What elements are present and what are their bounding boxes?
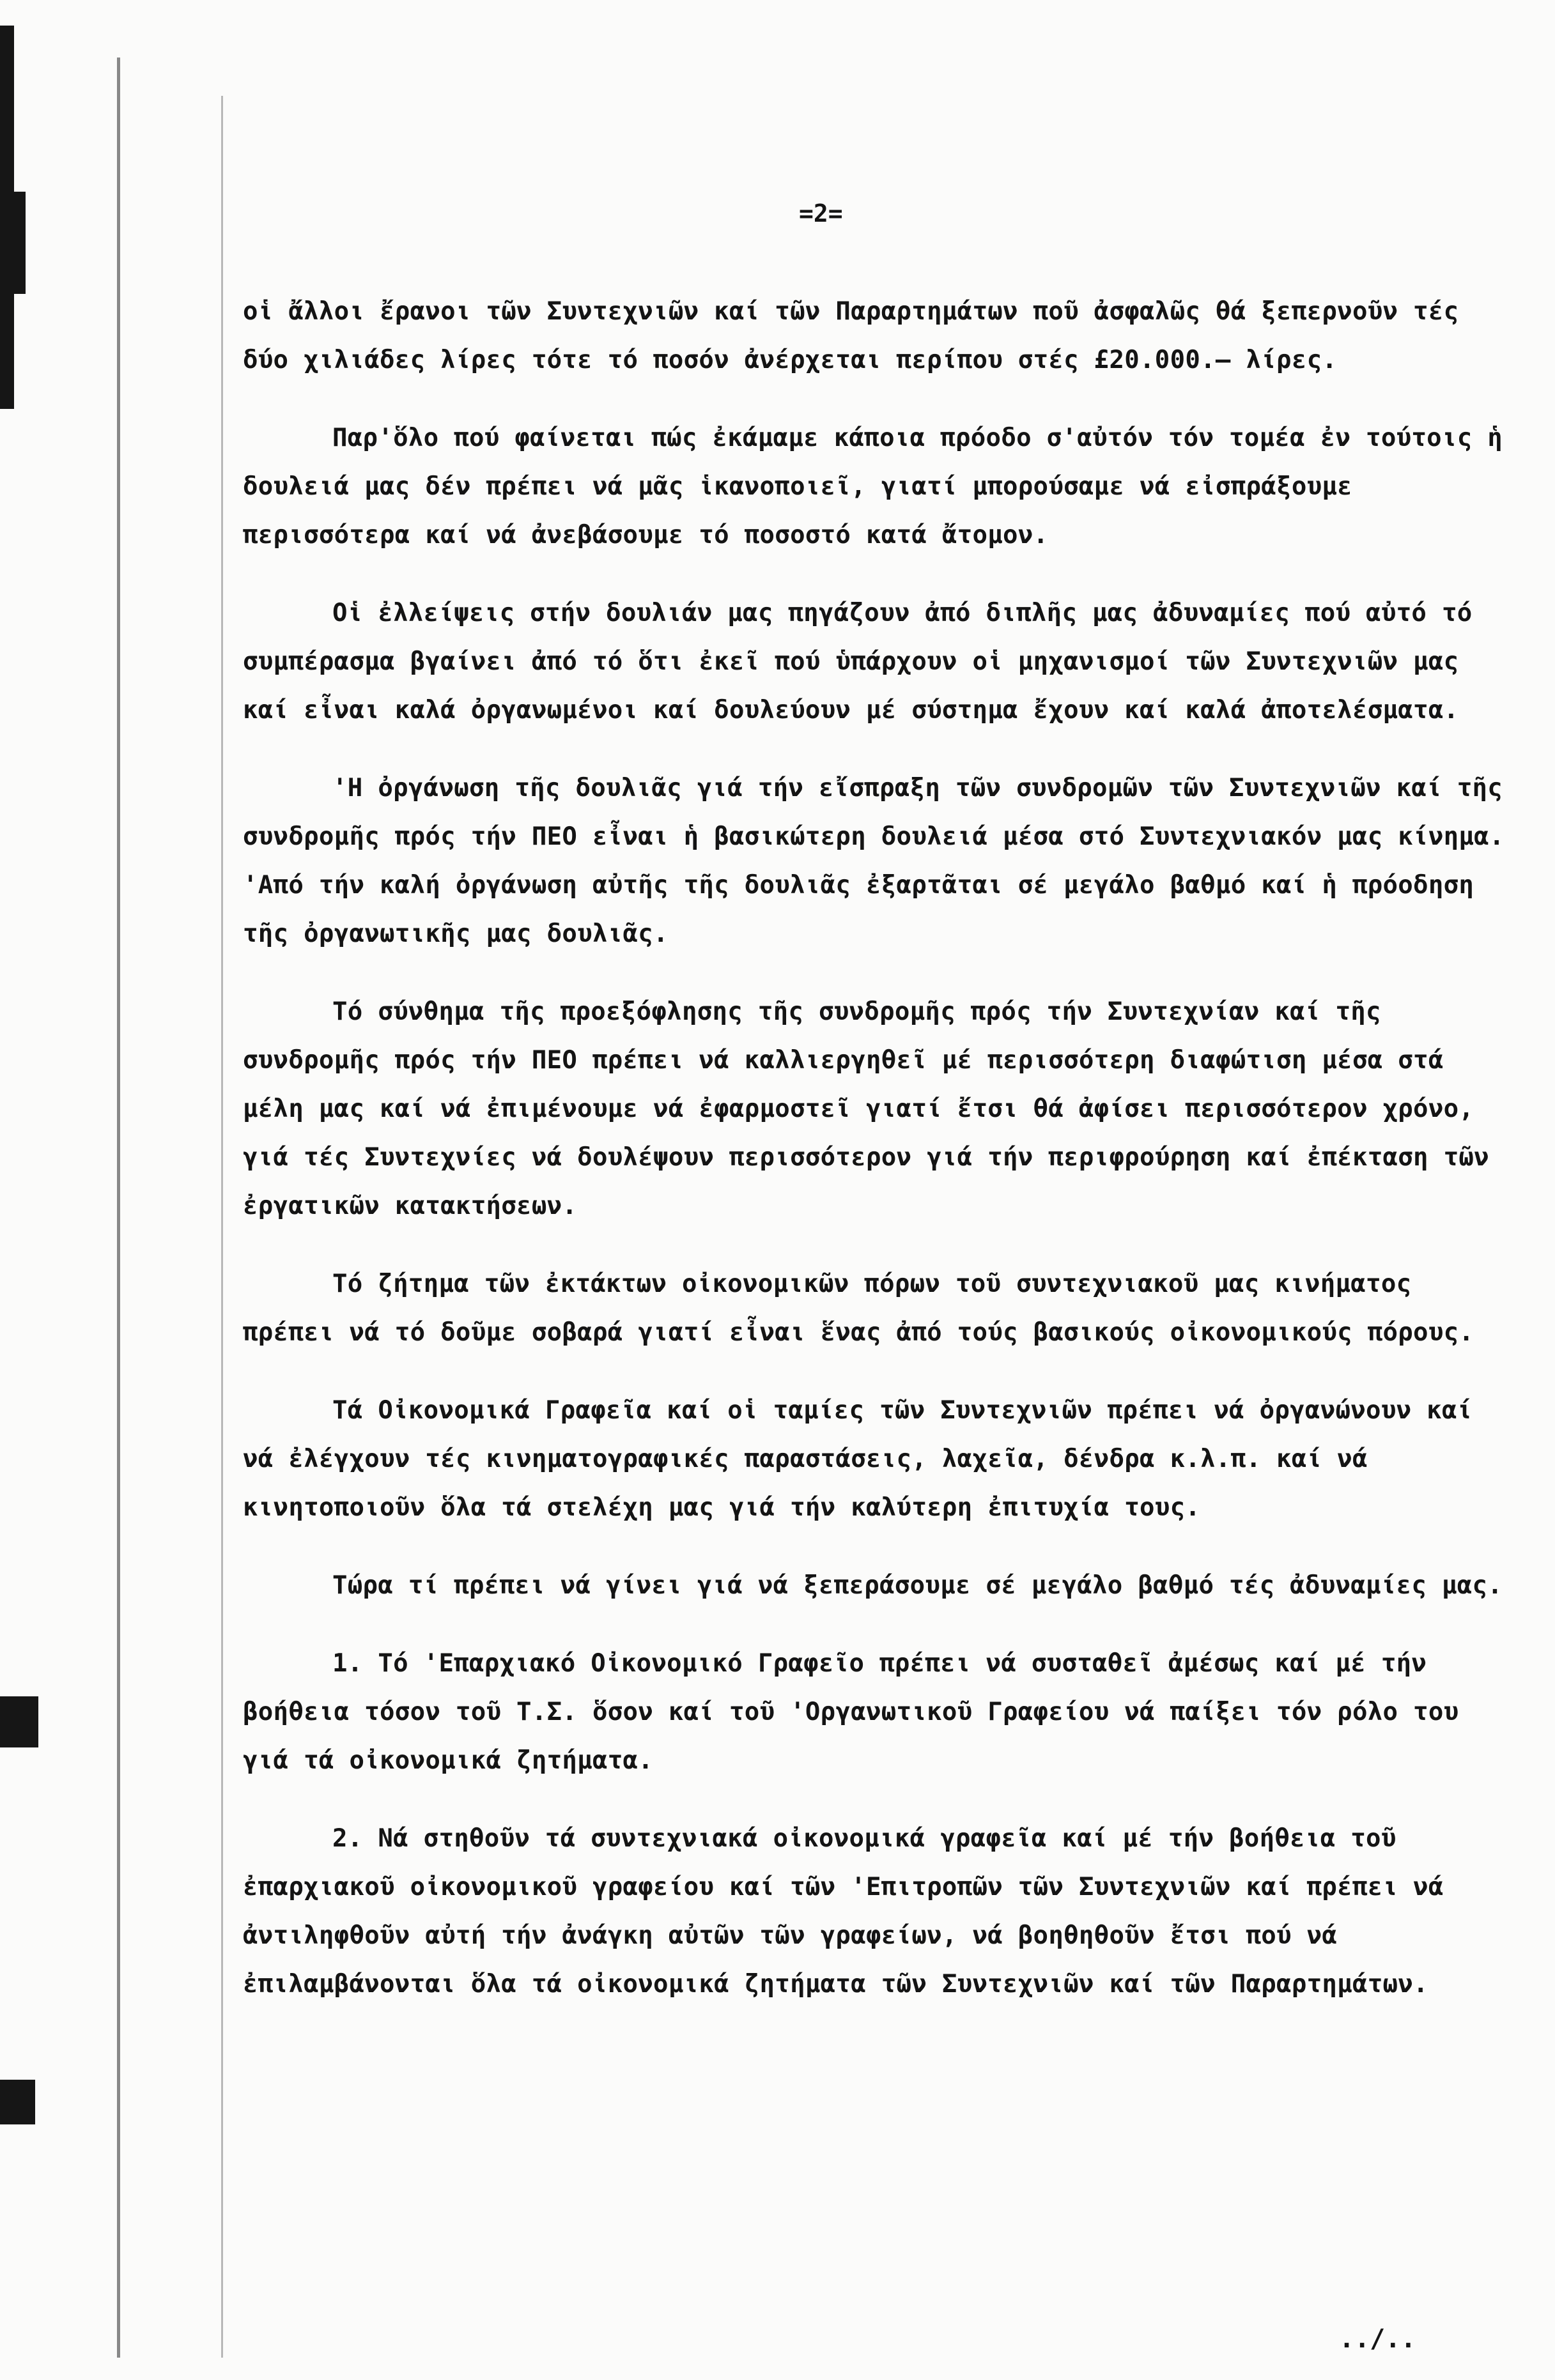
page-fold-line <box>117 58 120 2358</box>
paragraph-7: Τά Οἰκονομικά Γραφεῖα καί οἱ ταμίες τῶν Συντεχνιῶν πρέπει νά ὀργανώνουν καί νά ἐλέγχουν τές κινηματογραφικές παραστάσεις, λαχεῖα, δένδρα κ.λ.π. καί νά κινητοποιοῦν ὅλα τά στελέχη μας γιά τήν καλύτερη ἐπιτυχία τους. <box>243 1396 1473 1522</box>
paragraph-6: Τό ζήτημα τῶν ἐκτάκτων οἰκονομικῶν πόρων τοῦ συντεχνιακοῦ μας κινήματος πρέπει νά τό δοῦμε σοβαρά γιατί εἶναι ἕνας ἀπό τούς βασικούς οἰκονομικούς πόρους. <box>243 1270 1474 1347</box>
page-number: =2= <box>799 199 843 227</box>
paragraph-8: Τώρα τί πρέπει νά γίνει γιά νά ξεπεράσουμε σέ μεγάλο βαθμό τές ἀδυναμίες μας. <box>332 1571 1503 1600</box>
paragraph-3: Οἱ ἐλλείψεις στήν δουλιάν μας πηγάζουν ἀπό διπλῆς μας ἀδυναμίες πού αὐτό τό συμπέρασμα βγαίνει ἀπό τό ὅτι ἐκεῖ πού ὑπάρχουν οἱ μηχανισμοί τῶν Συντεχνιῶν μας καί εἶναι καλά ὀργανωμένοι καί δουλεύουν μέ σύστημα ἔχουν καί καλά ἀποτελέσματα. <box>243 599 1473 725</box>
binder-hole-mark-2 <box>0 2080 35 2124</box>
paragraph-5: Τό σύνθημα τῆς προεξόφλησης τῆς συνδρομῆς πρός τήν Συντεχνίαν καί τῆς συνδρομῆς πρός τήν ΠΕΟ πρέπει νά καλλιεργηθεῖ μέ περισσότερη διαφώτιση μέσα στά μέλη μας καί νά ἐπιμένουμε νά ἐφαρμοστεῖ γιατί ἔτσι θά ἀφίσει περισσότερον χρόνο, γιά τές Συντεχνίες νά δουλέψουν περισσότερον γιά τήν περιφρούρηση καί ἐπέκταση τῶν ἐργατικῶν κατακτήσεων. <box>243 997 1489 1220</box>
scan-edge-shadow-2 <box>0 192 26 294</box>
paragraph-2: Παρ'ὅλο πού φαίνεται πώς ἐκάμαμε κάποια πρόοδο σ'αὐτόν τόν τομέα ἐν τούτοις ἡ δουλειά μας δέν πρέπει νά μᾶς ἱκανοποιεῖ, γιατί μπορούσαμε νά εἰσπράξουμε περισσότερα καί νά ἀνεβάσουμε τό ποσοστό κατά ἄτομον. <box>243 424 1503 549</box>
page-fold-line-2 <box>221 96 223 2358</box>
paragraph-10: 2. Νά στηθοῦν τά συντεχνιακά οἰκονομικά γραφεῖα καί μέ τήν βοήθεια τοῦ ἐπαρχιακοῦ οἰκονομικοῦ γραφείου καί τῶν 'Επιτροπῶν τῶν Συντεχνιῶν καί πρέπει νά ἀντιληφθοῦν αὐτή τήν ἀνάγκη αὐτῶν τῶν γραφείων, νά βοηθηθοῦν ἔτσι πού νά ἐπιλαμβάνονται ὅλα τά οἰκονομικά ζητήματα τῶν Συντεχνιῶν καί τῶν Παραρτημάτων. <box>243 1824 1444 1999</box>
paragraph-1: οἱ ἄλλοι ἔρανοι τῶν Συντεχνιῶν καί τῶν Παραρτημάτων ποῦ ἀσφαλῶς θά ξεπερνοῦν τές δύο χιλιάδες λίρες τότε τό ποσόν ἀνέρχεται περίπου στές £20.000.— λίρες. <box>243 297 1459 374</box>
paragraph-9: 1. Τό 'Επαρχιακό Οἰκονομικό Γραφεῖο πρέπει νά συσταθεῖ ἀμέσως καί μέ τήν βοήθεια τόσον τοῦ Τ.Σ. ὅσον καί τοῦ 'Οργανωτικοῦ Γραφείου νά παίξει τόν ρόλο του γιά τά οἰκονομικά ζητήματα. <box>243 1649 1459 1775</box>
document-body <box>243 192 1515 2038</box>
continued-mark: ../.. <box>1339 2324 1416 2354</box>
paragraph-4: 'Η ὀργάνωση τῆς δουλιᾶς γιά τήν εἴσπραξη τῶν συνδρομῶν τῶν Συντεχνιῶν καί τῆς συνδρομῆς πρός τήν ΠΕΟ εἶναι ἡ βασικώτερη δουλειά μέσα στό Συντεχνιακόν μας κίνημα. 'Από τήν καλή ὀργάνωση αὐτῆς τῆς δουλιᾶς ἐξαρτᾶται σέ μεγάλο βαθμό καί ἡ πρόοδηση τῆς ὀργανωτικῆς μας δουλιᾶς. <box>243 774 1505 948</box>
binder-hole-mark <box>0 1696 38 1747</box>
